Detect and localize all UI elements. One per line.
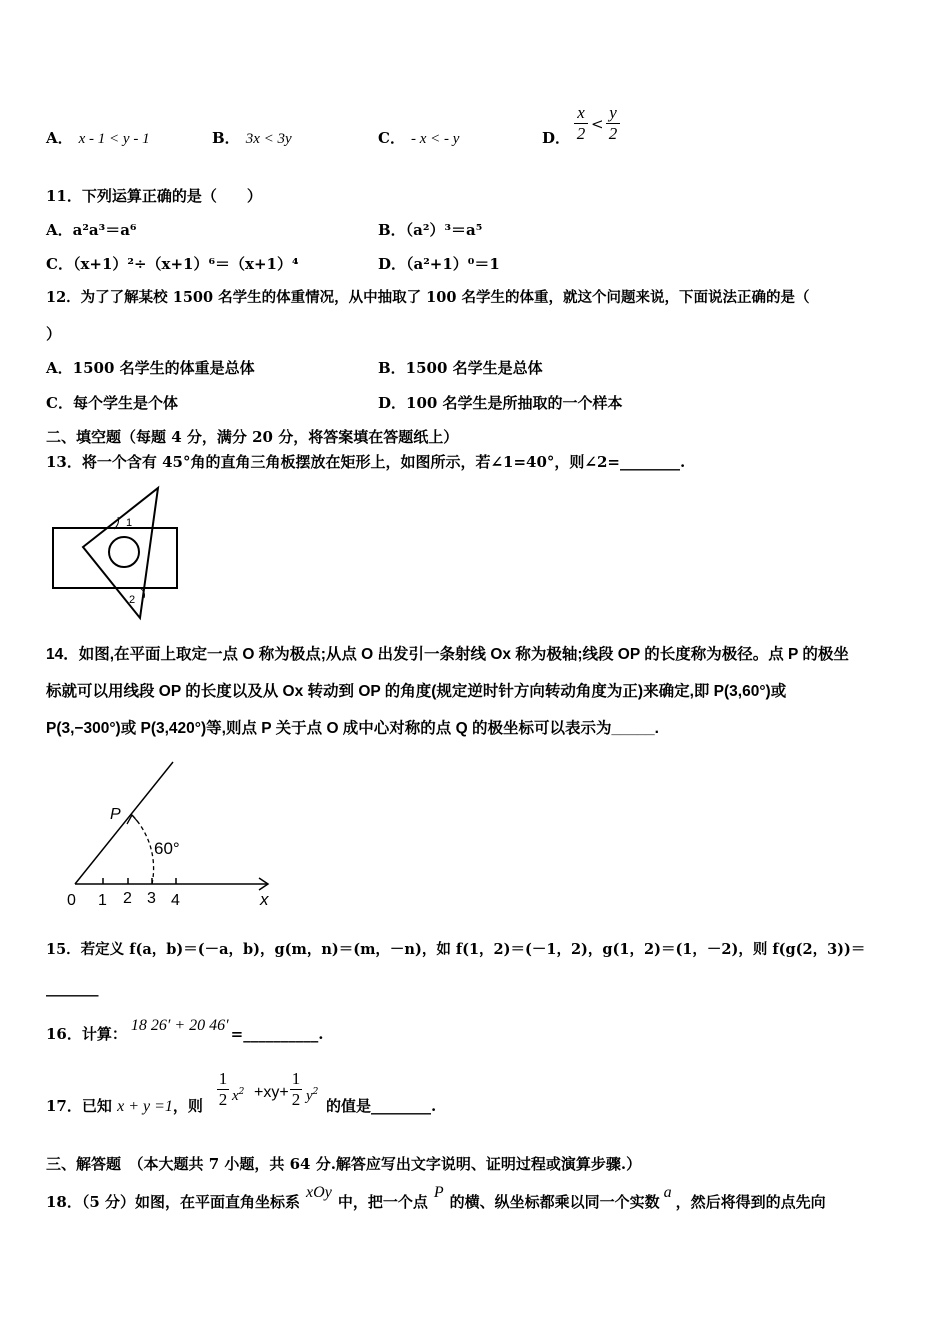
q18-part3: 的横、纵坐标都乘以同一个实数 bbox=[449, 1193, 660, 1211]
q12-option-d: D．100 名学生是所抽取的一个样本 bbox=[378, 394, 623, 412]
q14-tick-label-0: 0 bbox=[67, 892, 76, 909]
q13-circle bbox=[109, 537, 139, 567]
q11-option-b: B．（a²）³＝a⁵ bbox=[378, 221, 483, 239]
q14-tick-label-1: 1 bbox=[98, 892, 107, 909]
q11-option-d: D．（a²+1）⁰＝1 bbox=[378, 255, 500, 273]
q17-frac1-den: 2 bbox=[218, 1090, 228, 1109]
q17-fraction-1 bbox=[217, 1070, 229, 1109]
q10-d-num2: y bbox=[609, 103, 617, 122]
q14-line3: P(3,−300°)或 P(3,420°)等,则点 P 关于点 O 成中心对称的点 Q 的极坐标可以表示为_____. bbox=[46, 720, 659, 737]
q17-mid: ，则 bbox=[172, 1097, 203, 1115]
section3-heading: 三、解答题 （本大题共 7 小题，共 64 分.解答应写出文字说明、证明过程或演算步骤.） bbox=[46, 1155, 642, 1173]
q10-d-fraction-x bbox=[574, 104, 588, 143]
q11-stem: 11．下列运算正确的是（ ） bbox=[46, 187, 262, 205]
q18-part4: ，然后将得到的点先向 bbox=[675, 1193, 826, 1211]
q12-stem-line1: 12．为了了解某校 1500 名学生的体重情况，从中抽取了 100 名学生的体重，就这个问题来说，下面说法正确的是（ bbox=[46, 289, 810, 306]
q12-option-b: B．1500 名学生是总体 bbox=[378, 359, 543, 377]
q12-option-a: A．1500 名学生的体重是总体 bbox=[46, 359, 255, 377]
q10-d-operator: < bbox=[591, 115, 604, 133]
q14-axis-label-x: x bbox=[260, 890, 269, 909]
q10-option-d-label: D． bbox=[542, 129, 571, 147]
q10-a-expr: x - 1 < y - 1 bbox=[78, 131, 150, 147]
q10-c-label: C． bbox=[378, 129, 405, 147]
q10-c-expr: - x < - y bbox=[410, 131, 460, 147]
q12-stem-line2: ） bbox=[46, 325, 62, 343]
q18-p: P bbox=[433, 1184, 444, 1201]
q14-tick-label-4: 4 bbox=[171, 892, 180, 909]
q14-tick-label-2: 2 bbox=[123, 890, 132, 907]
q17-fraction-2 bbox=[290, 1070, 302, 1109]
q16-expr: 18 26′ + 20 46′ bbox=[130, 1017, 229, 1034]
q17-suffix: 的值是________. bbox=[326, 1097, 437, 1115]
q17-frac1-num: 1 bbox=[218, 1069, 228, 1088]
q18-part2: 中，把一个点 bbox=[337, 1193, 428, 1211]
q10-d-num1: x bbox=[577, 103, 585, 122]
q16-suffix: =__________. bbox=[230, 1025, 324, 1043]
q16 bbox=[46, 1017, 324, 1045]
q10-b-expr: 3x < 3y bbox=[245, 131, 292, 147]
q10-option-b bbox=[212, 128, 292, 149]
q18-a: a bbox=[663, 1184, 672, 1201]
q14-line1: 14．如图,在平面上取定一点 O 称为极点;从点 O 出发引一条射线 Ox 称为极轴;线段 OP 的长度称为极径。点 P 的极坐 bbox=[46, 646, 849, 663]
q17-condition: x + y =1 bbox=[117, 1098, 173, 1115]
q10-option-c bbox=[378, 128, 459, 149]
q15-line1: 15．若定义 f(a，b)＝(－a，b)，g(m，n)＝(m，－n)，如 f(1，2)＝(－1，2)，g(1，2)＝(1，－2)，则 f(g(2，3))＝ bbox=[46, 941, 866, 958]
q17-frac2-num: 1 bbox=[291, 1069, 301, 1088]
q14-point-p: P bbox=[110, 806, 121, 823]
q14-angle-label: 60° bbox=[154, 839, 180, 858]
section2-heading: 二、填空题（每题 4 分，满分 20 分，将答案填在答题纸上） bbox=[46, 428, 459, 446]
q17-prefix-group bbox=[46, 1096, 203, 1117]
q16-prefix: 16．计算： bbox=[46, 1025, 127, 1043]
q14-figure bbox=[60, 755, 290, 915]
q17-term2 bbox=[306, 1082, 318, 1106]
q13-rectangle bbox=[53, 528, 177, 588]
q14-line2: 标就可以用线段 OP 的长度以及从 Ox 转动到 OP 的角度(规定逆时针方向转动角度为正)来确定,即 P(3,60°)或 bbox=[46, 683, 787, 700]
q18-part1: 18．（5 分）如图，在平面直角坐标系 bbox=[46, 1193, 301, 1211]
q10-b-label: B． bbox=[212, 129, 240, 147]
q12-option-c: C．每个学生是个体 bbox=[46, 394, 178, 412]
q13-figure bbox=[40, 484, 190, 626]
q10-d-fraction-y bbox=[606, 104, 620, 143]
q15-line2: _______ bbox=[46, 979, 99, 997]
q11-option-a: A．a²a³＝a⁶ bbox=[46, 221, 137, 239]
q11-option-c: C．（x+1）²÷（x+1）⁶＝（x+1）⁴ bbox=[46, 255, 299, 273]
q13-triangle bbox=[83, 488, 158, 618]
q14-angle-arc bbox=[132, 815, 154, 884]
q10-d-den1: 2 bbox=[576, 124, 586, 143]
q17-plus-xy: +xy+ bbox=[254, 1084, 289, 1101]
q17-term1-var: x bbox=[232, 1088, 239, 1104]
q13-angle-2-label: 2 bbox=[129, 594, 136, 606]
q10-option-a bbox=[46, 128, 150, 149]
q13-stem: 13．将一个含有 45°角的直角三角板摆放在矩形上，如图所示，若∠1=40°，则∠2=________. bbox=[46, 453, 686, 471]
q13-angle-1-label: 1 bbox=[126, 517, 133, 529]
q18-line1 bbox=[46, 1184, 826, 1213]
q17-term2-exp: 2 bbox=[312, 1087, 319, 1097]
q17-prefix: 17．已知 bbox=[46, 1097, 118, 1115]
q17-term1-exp: 2 bbox=[238, 1087, 245, 1097]
q17-term2-var: y bbox=[306, 1088, 313, 1104]
q17-frac2-den: 2 bbox=[291, 1090, 301, 1109]
q18-xoy: xOy bbox=[306, 1184, 332, 1201]
q14-ray-op bbox=[75, 762, 173, 884]
q14-tick-label-3: 3 bbox=[147, 890, 156, 907]
q10-a-label: A． bbox=[46, 129, 73, 147]
q17-term1 bbox=[232, 1082, 244, 1106]
q10-d-den2: 2 bbox=[608, 124, 618, 143]
